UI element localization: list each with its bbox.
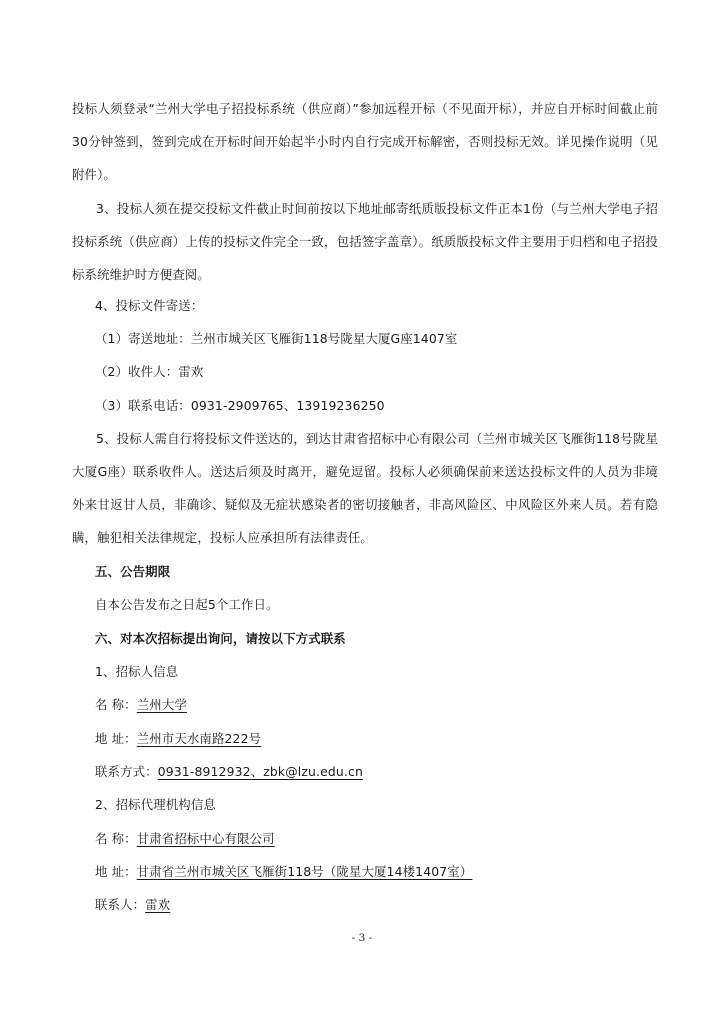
tenderer-address: 兰州市天水南路222号 xyxy=(136,731,262,746)
agency-contact-row xyxy=(95,895,170,915)
agency-address: 甘肃省兰州市城关区飞雁街118号（陇星大厦14楼1407室） xyxy=(136,864,473,879)
tenderer-address-row xyxy=(95,729,261,749)
tenderer-heading: 1、招标人信息 xyxy=(95,664,179,679)
section-6-heading: 六、对本次招标提出询问，请按以下方式联系 xyxy=(95,631,346,646)
tenderer-contact-label: 联系方式： xyxy=(95,764,158,779)
paragraph-remote-bid-opening: 投标人须登录“兰州大学电子招投标系统（供应商）”参加远程开标（不见面开标），并应自开标时间截止前30分钟签到，签到完成在开标时间开始起半小时内自行完成开标解密，否则投标无效。详见操作说明（见附件）。 xyxy=(72,101,658,182)
agency-name: 甘肃省招标中心有限公司 xyxy=(136,831,275,846)
tenderer-contact-row xyxy=(95,762,363,782)
section-5-heading: 五、公告期限 xyxy=(95,564,171,579)
mail-recipient: （2）收件人：雷欢 xyxy=(95,364,204,379)
tenderer-name-label: 名 称： xyxy=(95,697,137,712)
tenderer-address-label: 地 址： xyxy=(95,731,137,746)
mail-address: （1）寄送地址：兰州市城关区飞雁街118号陇星大厦G座1407室 xyxy=(95,331,458,346)
paragraph-item-3: 3、投标人须在提交投标文件截止时间前按以下地址邮寄纸质版投标文件正本1份（与兰州大学电子招投标系统（供应商）上传的投标文件完全一致，包括签字盖章）。纸质版投标文件主要用于归档和电子招投标系统维护时方便查阅。 xyxy=(72,201,658,282)
agency-name-label: 名 称： xyxy=(95,831,137,846)
agency-address-row xyxy=(95,862,472,882)
page-number: - 3 - xyxy=(351,932,373,944)
agency-contact-label: 联系人： xyxy=(95,897,146,912)
agency-heading: 2、招标代理机构信息 xyxy=(95,797,216,812)
paragraph-item-5: 5、投标人需自行将投标文件送达的，到达甘肃省招标中心有限公司（兰州市城关区飞雁街118号陇星大厦G座）联系收件人。送达后须及时离开，避免逗留。投标人必须确保前来送达投标文件的人员为非境外来甘返甘人员，非确诊、疑似及无症状感染者的密切接触者，非高风险区、中风险区外来人员。若有隐瞒，触犯相关法律规定，投标人应承担所有法律责任。 xyxy=(72,431,658,545)
agency-name-row xyxy=(95,829,275,849)
tenderer-contact: 0931-8912932、zbk@lzu.edu.cn xyxy=(157,764,363,779)
tenderer-name: 兰州大学 xyxy=(136,697,187,712)
agency-contact: 雷欢 xyxy=(145,897,171,912)
agency-address-label: 地 址： xyxy=(95,864,137,879)
item-4-heading: 4、投标文件寄送： xyxy=(95,298,204,313)
mail-phone: （3）联系电话：0931-2909765、13919236250 xyxy=(95,398,385,413)
section-5-text: 自本公告发布之日起5个工作日。 xyxy=(95,597,279,612)
tenderer-name-row xyxy=(95,695,187,715)
